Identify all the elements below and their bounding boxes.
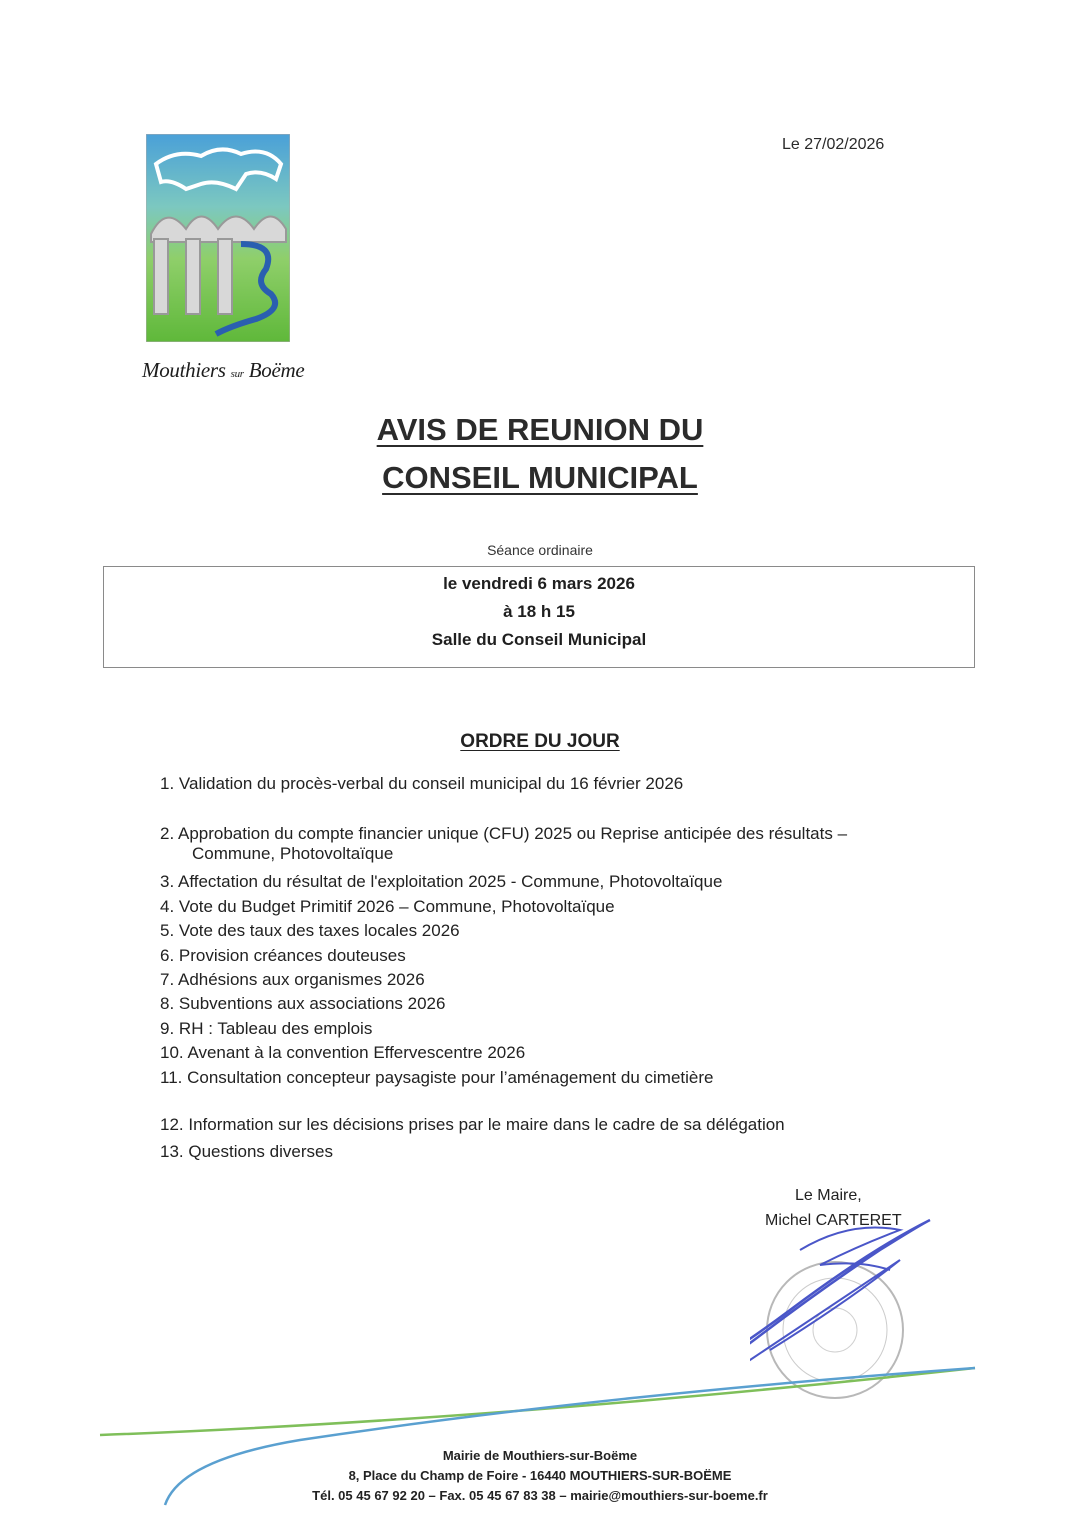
agenda-item <box>160 970 425 990</box>
agenda-item <box>160 1068 713 1088</box>
title-line-1 <box>0 412 1080 448</box>
agenda-item-number: 5. <box>160 921 175 940</box>
agenda-item <box>160 824 847 864</box>
session-place: Salle du Conseil Municipal <box>431 630 647 649</box>
footer-contact: Tél. 05 45 67 92 20 – Fax. 05 45 67 83 38 – mairie@mouthiers-sur-boeme.fr <box>312 1488 768 1503</box>
agenda-item-text: Questions diverses <box>188 1142 333 1161</box>
agenda-item-number: 4. <box>160 897 175 916</box>
title-line-2-text: CONSEIL MUNICIPAL <box>382 460 698 495</box>
agenda-item-text: Consultation concepteur paysagiste pour l’aménagement du cimetière <box>187 1068 714 1087</box>
agenda-item-text: Provision créances douteuses <box>178 946 406 965</box>
session-date: le vendredi 6 mars 2026 <box>443 574 635 593</box>
agenda-item-text: Affectation du résultat de l'exploitation 2025 - Commune, Photovoltaïque <box>177 872 723 891</box>
agenda-item-text: Information sur les décisions prises par le maire dans le cadre de sa délégation <box>188 1115 785 1134</box>
footer-line-1: Mairie de Mouthiers-sur-Boëme <box>442 1448 638 1463</box>
signature-label: Le Maire, <box>795 1187 862 1204</box>
document-date: Le 27/02/2026 <box>782 136 885 153</box>
agenda-item-text: Avenant à la convention Effervescentre 2026 <box>187 1043 526 1062</box>
agenda-item-number: 13. <box>160 1142 184 1161</box>
agenda-item <box>160 1115 785 1135</box>
agenda-item <box>160 921 460 941</box>
agenda-item <box>160 1019 372 1039</box>
commune-logo <box>146 134 290 342</box>
footer-address: 8, Place du Champ de Foire - 16440 MOUTHIERS-SUR-BOËME <box>348 1468 732 1483</box>
agenda-heading-text: ORDRE DU JOUR <box>460 731 620 752</box>
agenda-item-text: Vote des taux des taxes locales 2026 <box>178 921 460 940</box>
agenda-item <box>160 872 722 892</box>
agenda-item-number: 7. <box>160 970 175 989</box>
session-time: à 18 h 15 <box>503 602 575 621</box>
agenda-item-number: 3. <box>160 872 175 891</box>
agenda-item-text: RH : Tableau des emplois <box>178 1019 373 1038</box>
agenda-item <box>160 774 683 794</box>
agenda-item <box>160 1043 525 1063</box>
agenda-item-number: 10. <box>160 1043 184 1062</box>
agenda-item <box>160 1142 333 1162</box>
agenda-item-number: 12. <box>160 1115 184 1134</box>
session-type: Séance ordinaire <box>487 542 593 558</box>
commune-name-part2: sur <box>230 368 244 380</box>
agenda-item-number: 8. <box>160 994 175 1013</box>
agenda-item <box>160 994 445 1014</box>
agenda-item <box>160 946 406 966</box>
agenda-item-number: 6. <box>160 946 175 965</box>
agenda-item-number: 1. <box>160 774 175 793</box>
agenda-item-text: Approbation du compte financier unique (CFU) 2025 ou Reprise anticipée des résultats – <box>177 824 848 843</box>
agenda-item-number: 11. <box>160 1068 183 1087</box>
commune-name-part3: Boëme <box>248 358 305 382</box>
agenda-item <box>160 897 615 917</box>
agenda-item-text: Adhésions aux organismes 2026 <box>177 970 425 989</box>
commune-name <box>142 358 304 383</box>
title-line-2 <box>0 460 1080 496</box>
agenda-item-continuation: Commune, Photovoltaïque <box>192 844 394 863</box>
agenda-item-text: Validation du procès-verbal du conseil municipal du 16 février 2026 <box>178 774 684 793</box>
agenda-item-text: Vote du Budget Primitif 2026 – Commune, Photovoltaïque <box>178 897 615 916</box>
agenda-heading <box>0 731 1080 753</box>
agenda-item-number: 9. <box>160 1019 175 1038</box>
signature-name: Michel CARTERET <box>765 1212 902 1229</box>
agenda-item-number: 2. <box>160 824 175 843</box>
title-line-1-text: AVIS DE REUNION DU <box>376 412 704 447</box>
logo-graphic <box>146 134 290 342</box>
commune-name-part1: Mouthiers <box>142 358 226 382</box>
agenda-item-text: Subventions aux associations 2026 <box>178 994 446 1013</box>
